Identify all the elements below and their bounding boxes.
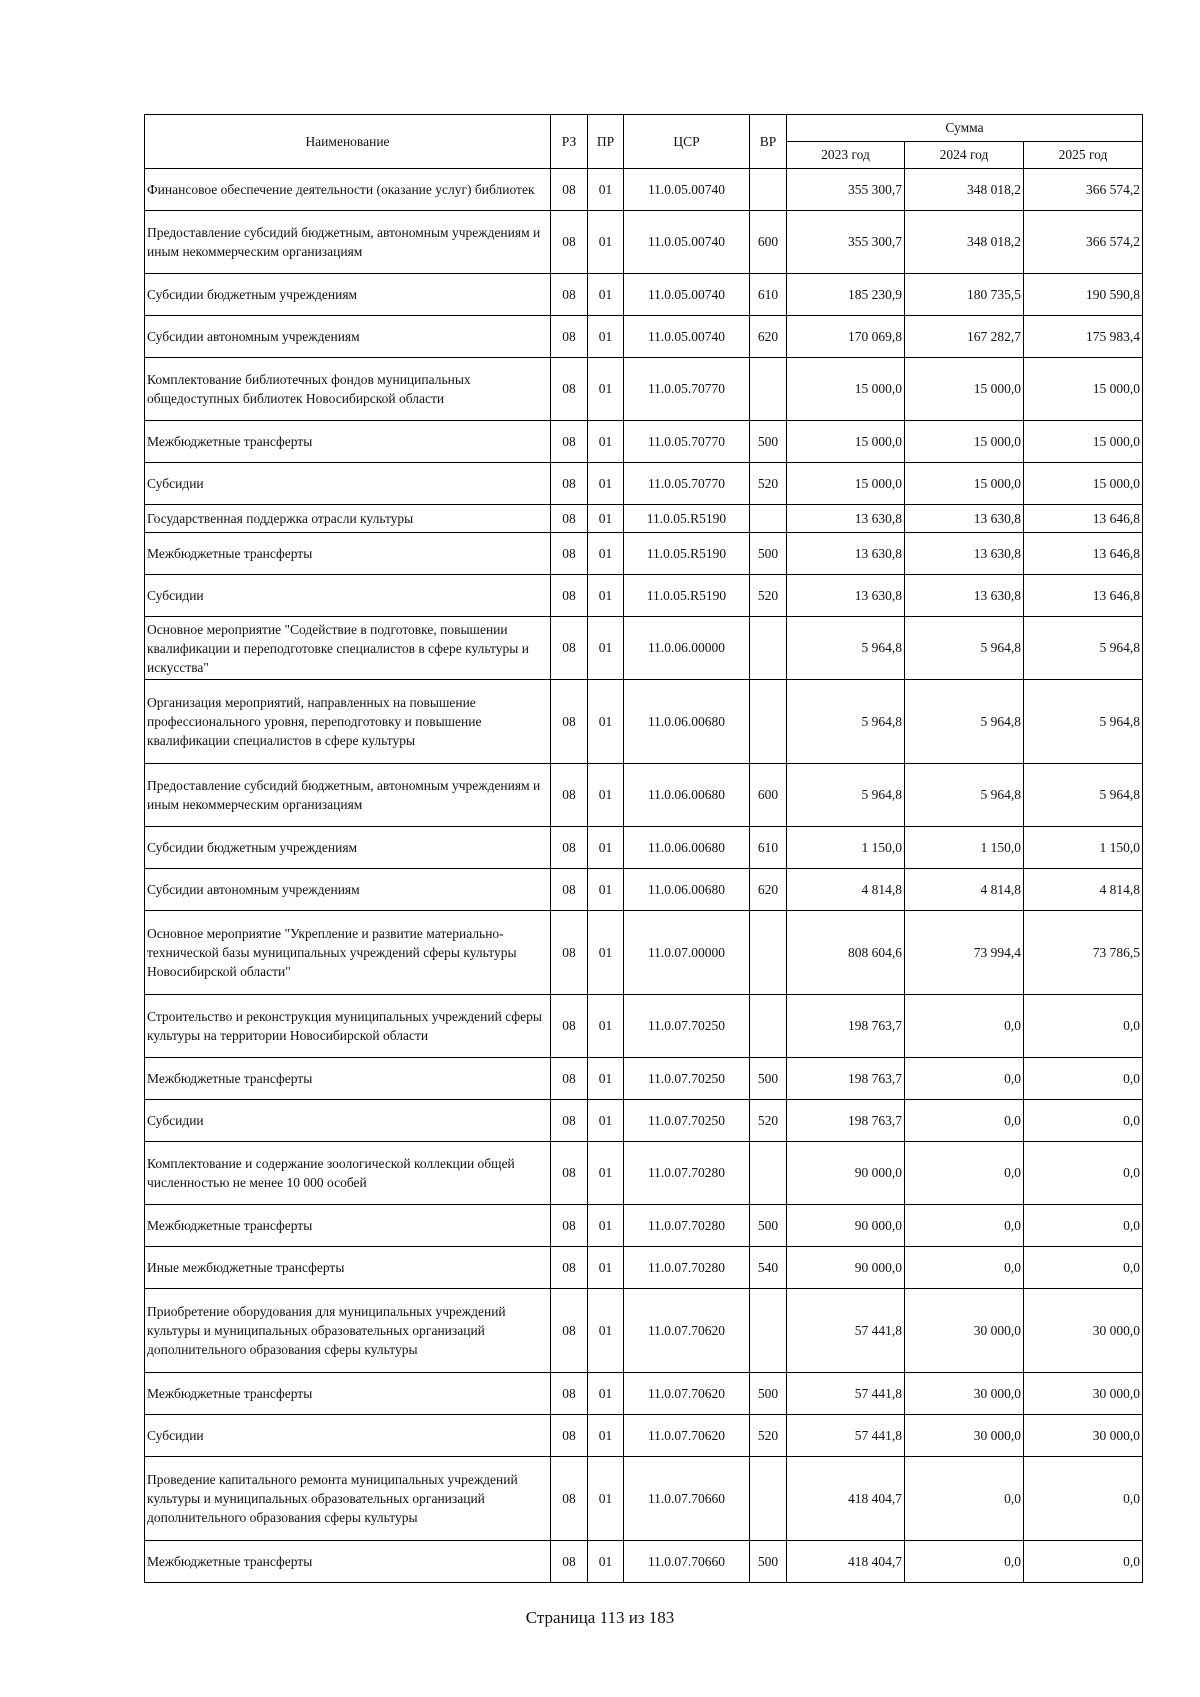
- budget-table: [144, 114, 1143, 1583]
- header-year-2025: 2025 год: [1024, 142, 1143, 169]
- cell-sum-2024: 30 000,0: [905, 1415, 1024, 1457]
- cell-sum-2024: 0,0: [905, 1457, 1024, 1541]
- cell-pr: 01: [588, 680, 624, 764]
- cell-sum-2024: 15 000,0: [905, 358, 1024, 421]
- cell-sum-2024: 13 630,8: [905, 505, 1024, 533]
- cell-sum-2025: 5 964,8: [1024, 764, 1143, 827]
- cell-pr: 01: [588, 1058, 624, 1100]
- cell-name: Приобретение оборудования для муниципальных учреждений культуры и муниципальных образовательных организаций дополнительного образования сферы культуры: [145, 1289, 551, 1373]
- cell-sum-2024: 30 000,0: [905, 1289, 1024, 1373]
- table-header: [145, 115, 1143, 169]
- table-row: [145, 869, 1143, 911]
- cell-sum-2023: 5 964,8: [787, 617, 905, 680]
- cell-csr: 11.0.05.00740: [624, 211, 750, 274]
- header-name: Наименование: [145, 115, 551, 169]
- cell-sum-2025: 5 964,8: [1024, 617, 1143, 680]
- page-number: Страница 113 из 183: [525, 1608, 675, 1627]
- cell-rz: 08: [551, 505, 588, 533]
- cell-rz: 08: [551, 1142, 588, 1205]
- table-row: [145, 575, 1143, 617]
- cell-vr: 500: [750, 1205, 787, 1247]
- cell-pr: 01: [588, 1373, 624, 1415]
- table-row: [145, 1247, 1143, 1289]
- cell-csr: 11.0.06.00680: [624, 680, 750, 764]
- cell-sum-2024: 13 630,8: [905, 533, 1024, 575]
- cell-csr: 11.0.05.R5190: [624, 505, 750, 533]
- cell-sum-2025: 0,0: [1024, 1058, 1143, 1100]
- cell-pr: 01: [588, 1142, 624, 1205]
- cell-rz: 08: [551, 463, 588, 505]
- cell-sum-2023: 808 604,6: [787, 911, 905, 995]
- header-rz: РЗ: [551, 115, 588, 169]
- header-year-2024: 2024 год: [905, 142, 1024, 169]
- cell-sum-2025: 4 814,8: [1024, 869, 1143, 911]
- cell-vr: [750, 911, 787, 995]
- cell-csr: 11.0.06.00680: [624, 827, 750, 869]
- cell-sum-2024: 0,0: [905, 1541, 1024, 1583]
- cell-pr: 01: [588, 869, 624, 911]
- cell-sum-2023: 5 964,8: [787, 764, 905, 827]
- cell-sum-2023: 13 630,8: [787, 575, 905, 617]
- cell-name: Основное мероприятие "Содействие в подготовке, повышении квалификации и переподготовке специалистов в сфере культуры и искусства": [145, 617, 551, 680]
- table-row: [145, 1100, 1143, 1142]
- cell-sum-2025: 13 646,8: [1024, 575, 1143, 617]
- cell-sum-2024: 4 814,8: [905, 869, 1024, 911]
- cell-sum-2024: 13 630,8: [905, 575, 1024, 617]
- cell-sum-2025: 5 964,8: [1024, 680, 1143, 764]
- cell-sum-2024: 0,0: [905, 1058, 1024, 1100]
- cell-csr: 11.0.07.70250: [624, 1100, 750, 1142]
- cell-csr: 11.0.06.00000: [624, 617, 750, 680]
- cell-pr: 01: [588, 316, 624, 358]
- cell-sum-2025: 366 574,2: [1024, 169, 1143, 211]
- cell-csr: 11.0.05.R5190: [624, 575, 750, 617]
- cell-sum-2023: 90 000,0: [787, 1205, 905, 1247]
- cell-sum-2025: 73 786,5: [1024, 911, 1143, 995]
- cell-vr: [750, 1457, 787, 1541]
- cell-name: Субсидии: [145, 1415, 551, 1457]
- cell-rz: 08: [551, 827, 588, 869]
- table-row: [145, 1289, 1143, 1373]
- table-row: [145, 827, 1143, 869]
- cell-csr: 11.0.06.00680: [624, 764, 750, 827]
- cell-rz: 08: [551, 617, 588, 680]
- cell-sum-2024: 5 964,8: [905, 617, 1024, 680]
- table-row: [145, 1058, 1143, 1100]
- cell-sum-2023: 1 150,0: [787, 827, 905, 869]
- cell-csr: 11.0.07.70660: [624, 1541, 750, 1583]
- cell-sum-2023: 57 441,8: [787, 1289, 905, 1373]
- table-row: [145, 1373, 1143, 1415]
- cell-rz: 08: [551, 1457, 588, 1541]
- cell-sum-2023: 418 404,7: [787, 1457, 905, 1541]
- cell-pr: 01: [588, 617, 624, 680]
- cell-sum-2023: 15 000,0: [787, 421, 905, 463]
- cell-csr: 11.0.05.00740: [624, 274, 750, 316]
- cell-pr: 01: [588, 575, 624, 617]
- table-row: [145, 358, 1143, 421]
- cell-vr: 500: [750, 533, 787, 575]
- cell-rz: 08: [551, 1289, 588, 1373]
- cell-sum-2024: 5 964,8: [905, 764, 1024, 827]
- cell-sum-2024: 348 018,2: [905, 169, 1024, 211]
- cell-csr: 11.0.05.R5190: [624, 533, 750, 575]
- cell-name: Финансовое обеспечение деятельности (оказание услуг) библиотек: [145, 169, 551, 211]
- cell-vr: 620: [750, 869, 787, 911]
- cell-sum-2023: 198 763,7: [787, 1100, 905, 1142]
- cell-vr: 620: [750, 316, 787, 358]
- cell-name: Комплектование библиотечных фондов муниципальных общедоступных библиотек Новосибирской области: [145, 358, 551, 421]
- table-row: [145, 274, 1143, 316]
- cell-name: Межбюджетные трансферты: [145, 533, 551, 575]
- cell-csr: 11.0.07.70620: [624, 1415, 750, 1457]
- cell-pr: 01: [588, 463, 624, 505]
- cell-rz: 08: [551, 421, 588, 463]
- cell-sum-2025: 13 646,8: [1024, 505, 1143, 533]
- cell-csr: 11.0.07.70660: [624, 1457, 750, 1541]
- cell-pr: 01: [588, 169, 624, 211]
- cell-vr: 500: [750, 1373, 787, 1415]
- cell-vr: 500: [750, 421, 787, 463]
- cell-sum-2024: 0,0: [905, 1100, 1024, 1142]
- cell-sum-2024: 180 735,5: [905, 274, 1024, 316]
- cell-rz: 08: [551, 211, 588, 274]
- cell-csr: 11.0.07.70280: [624, 1247, 750, 1289]
- header-vr: ВР: [750, 115, 787, 169]
- cell-name: Субсидии: [145, 575, 551, 617]
- cell-sum-2023: 185 230,9: [787, 274, 905, 316]
- table-row: [145, 1205, 1143, 1247]
- cell-sum-2024: 5 964,8: [905, 680, 1024, 764]
- cell-sum-2023: 13 630,8: [787, 505, 905, 533]
- cell-sum-2025: 0,0: [1024, 1205, 1143, 1247]
- cell-pr: 01: [588, 1457, 624, 1541]
- cell-sum-2025: 0,0: [1024, 1100, 1143, 1142]
- cell-vr: [750, 169, 787, 211]
- cell-name: Субсидии: [145, 1100, 551, 1142]
- cell-sum-2025: 175 983,4: [1024, 316, 1143, 358]
- cell-rz: 08: [551, 869, 588, 911]
- cell-vr: [750, 617, 787, 680]
- cell-sum-2025: 30 000,0: [1024, 1289, 1143, 1373]
- cell-sum-2023: 355 300,7: [787, 169, 905, 211]
- cell-vr: 520: [750, 575, 787, 617]
- cell-name: Предоставление субсидий бюджетным, автономным учреждениям и иным некоммерческим организациям: [145, 211, 551, 274]
- cell-sum-2025: 30 000,0: [1024, 1373, 1143, 1415]
- cell-sum-2025: 15 000,0: [1024, 421, 1143, 463]
- table-row: [145, 316, 1143, 358]
- cell-rz: 08: [551, 1541, 588, 1583]
- cell-sum-2023: 5 964,8: [787, 680, 905, 764]
- cell-sum-2024: 167 282,7: [905, 316, 1024, 358]
- cell-sum-2024: 348 018,2: [905, 211, 1024, 274]
- cell-vr: [750, 1289, 787, 1373]
- cell-name: Субсидии: [145, 463, 551, 505]
- cell-vr: [750, 680, 787, 764]
- cell-name: Субсидии автономным учреждениям: [145, 869, 551, 911]
- cell-sum-2024: 30 000,0: [905, 1373, 1024, 1415]
- cell-sum-2025: 0,0: [1024, 995, 1143, 1058]
- cell-csr: 11.0.05.00740: [624, 169, 750, 211]
- cell-pr: 01: [588, 1541, 624, 1583]
- cell-name: Комплектование и содержание зоологической коллекции общей численностью не менее 10 000 особей: [145, 1142, 551, 1205]
- cell-sum-2023: 90 000,0: [787, 1247, 905, 1289]
- cell-pr: 01: [588, 358, 624, 421]
- table-row: [145, 463, 1143, 505]
- cell-pr: 01: [588, 274, 624, 316]
- cell-rz: 08: [551, 533, 588, 575]
- cell-name: Межбюджетные трансферты: [145, 1541, 551, 1583]
- cell-name: Межбюджетные трансферты: [145, 1205, 551, 1247]
- cell-sum-2023: 57 441,8: [787, 1373, 905, 1415]
- cell-sum-2025: 15 000,0: [1024, 463, 1143, 505]
- table-row: [145, 421, 1143, 463]
- cell-sum-2024: 73 994,4: [905, 911, 1024, 995]
- cell-sum-2023: 170 069,8: [787, 316, 905, 358]
- cell-rz: 08: [551, 911, 588, 995]
- cell-name: Организация мероприятий, направленных на повышение профессионального уровня, переподготовку и повышение квалификации специалистов в сфере культуры: [145, 680, 551, 764]
- cell-pr: 01: [588, 1247, 624, 1289]
- cell-name: Государственная поддержка отрасли культуры: [145, 505, 551, 533]
- cell-sum-2023: 198 763,7: [787, 1058, 905, 1100]
- cell-vr: 540: [750, 1247, 787, 1289]
- cell-name: Основное мероприятие "Укрепление и развитие материально-технической базы муниципальных учреждений сферы культуры Новосибирской области": [145, 911, 551, 995]
- cell-name: Субсидии бюджетным учреждениям: [145, 827, 551, 869]
- cell-csr: 11.0.07.70620: [624, 1289, 750, 1373]
- cell-csr: 11.0.05.70770: [624, 463, 750, 505]
- cell-sum-2024: 15 000,0: [905, 421, 1024, 463]
- cell-csr: 11.0.05.70770: [624, 421, 750, 463]
- cell-vr: [750, 1142, 787, 1205]
- cell-pr: 01: [588, 764, 624, 827]
- cell-pr: 01: [588, 1100, 624, 1142]
- table-row: [145, 505, 1143, 533]
- cell-rz: 08: [551, 1100, 588, 1142]
- cell-pr: 01: [588, 421, 624, 463]
- cell-sum-2024: 0,0: [905, 995, 1024, 1058]
- cell-vr: 520: [750, 1415, 787, 1457]
- cell-rz: 08: [551, 764, 588, 827]
- table-body: [145, 169, 1143, 1583]
- cell-rz: 08: [551, 169, 588, 211]
- cell-pr: 01: [588, 995, 624, 1058]
- table-row: [145, 1142, 1143, 1205]
- cell-vr: [750, 358, 787, 421]
- cell-vr: 520: [750, 1100, 787, 1142]
- header-csr: ЦСР: [624, 115, 750, 169]
- cell-name: Предоставление субсидий бюджетным, автономным учреждениям и иным некоммерческим организациям: [145, 764, 551, 827]
- cell-rz: 08: [551, 1247, 588, 1289]
- table-row: [145, 764, 1143, 827]
- cell-rz: 08: [551, 995, 588, 1058]
- cell-sum-2025: 15 000,0: [1024, 358, 1143, 421]
- cell-sum-2024: 0,0: [905, 1205, 1024, 1247]
- cell-name: Субсидии автономным учреждениям: [145, 316, 551, 358]
- cell-sum-2023: 15 000,0: [787, 463, 905, 505]
- cell-sum-2024: 0,0: [905, 1142, 1024, 1205]
- header-sum: Сумма: [787, 115, 1143, 142]
- cell-csr: 11.0.07.70280: [624, 1205, 750, 1247]
- cell-vr: [750, 995, 787, 1058]
- cell-name: Строительство и реконструкция муниципальных учреждений сферы культуры на территории Новосибирской области: [145, 995, 551, 1058]
- cell-vr: 610: [750, 274, 787, 316]
- cell-vr: 610: [750, 827, 787, 869]
- cell-csr: 11.0.05.00740: [624, 316, 750, 358]
- table-row: [145, 1415, 1143, 1457]
- cell-rz: 08: [551, 358, 588, 421]
- table-row: [145, 1541, 1143, 1583]
- cell-sum-2025: 0,0: [1024, 1457, 1143, 1541]
- cell-sum-2025: 0,0: [1024, 1247, 1143, 1289]
- cell-rz: 08: [551, 1058, 588, 1100]
- cell-pr: 01: [588, 505, 624, 533]
- cell-sum-2024: 15 000,0: [905, 463, 1024, 505]
- cell-pr: 01: [588, 1415, 624, 1457]
- table-row: [145, 533, 1143, 575]
- cell-csr: 11.0.06.00680: [624, 869, 750, 911]
- cell-vr: 500: [750, 1541, 787, 1583]
- cell-sum-2024: 1 150,0: [905, 827, 1024, 869]
- table-row: [145, 617, 1143, 680]
- cell-csr: 11.0.07.70250: [624, 1058, 750, 1100]
- cell-sum-2024: 0,0: [905, 1247, 1024, 1289]
- cell-pr: 01: [588, 1205, 624, 1247]
- cell-sum-2023: 418 404,7: [787, 1541, 905, 1583]
- cell-sum-2025: 0,0: [1024, 1541, 1143, 1583]
- cell-rz: 08: [551, 1415, 588, 1457]
- cell-vr: 500: [750, 1058, 787, 1100]
- table-row: [145, 211, 1143, 274]
- cell-rz: 08: [551, 1373, 588, 1415]
- cell-sum-2025: 30 000,0: [1024, 1415, 1143, 1457]
- cell-sum-2025: 13 646,8: [1024, 533, 1143, 575]
- cell-name: Межбюджетные трансферты: [145, 1058, 551, 1100]
- cell-sum-2023: 4 814,8: [787, 869, 905, 911]
- cell-csr: 11.0.07.00000: [624, 911, 750, 995]
- cell-sum-2023: 198 763,7: [787, 995, 905, 1058]
- table-row: [145, 911, 1143, 995]
- cell-sum-2023: 13 630,8: [787, 533, 905, 575]
- cell-name: Проведение капитального ремонта муниципальных учреждений культуры и муниципальных образовательных организаций дополнительного образования сферы культуры: [145, 1457, 551, 1541]
- cell-pr: 01: [588, 827, 624, 869]
- cell-rz: 08: [551, 274, 588, 316]
- cell-rz: 08: [551, 316, 588, 358]
- cell-sum-2025: 0,0: [1024, 1142, 1143, 1205]
- cell-csr: 11.0.05.70770: [624, 358, 750, 421]
- cell-sum-2025: 1 150,0: [1024, 827, 1143, 869]
- cell-name: Межбюджетные трансферты: [145, 421, 551, 463]
- cell-sum-2023: 15 000,0: [787, 358, 905, 421]
- cell-sum-2023: 57 441,8: [787, 1415, 905, 1457]
- cell-vr: 520: [750, 463, 787, 505]
- table-row: [145, 680, 1143, 764]
- header-pr: ПР: [588, 115, 624, 169]
- cell-pr: 01: [588, 911, 624, 995]
- cell-sum-2025: 190 590,8: [1024, 274, 1143, 316]
- cell-name: Межбюджетные трансферты: [145, 1373, 551, 1415]
- cell-vr: [750, 505, 787, 533]
- table-row: [145, 995, 1143, 1058]
- cell-vr: 600: [750, 764, 787, 827]
- cell-pr: 01: [588, 1289, 624, 1373]
- cell-rz: 08: [551, 575, 588, 617]
- table-row: [145, 169, 1143, 211]
- budget-table-sheet: [144, 114, 1143, 1583]
- table-row: [145, 1457, 1143, 1541]
- cell-name: Иные межбюджетные трансферты: [145, 1247, 551, 1289]
- cell-csr: 11.0.07.70280: [624, 1142, 750, 1205]
- cell-csr: 11.0.07.70250: [624, 995, 750, 1058]
- cell-csr: 11.0.07.70620: [624, 1373, 750, 1415]
- cell-sum-2023: 355 300,7: [787, 211, 905, 274]
- cell-rz: 08: [551, 680, 588, 764]
- cell-vr: 600: [750, 211, 787, 274]
- cell-sum-2023: 90 000,0: [787, 1142, 905, 1205]
- header-year-2023: 2023 год: [787, 142, 905, 169]
- cell-rz: 08: [551, 1205, 588, 1247]
- cell-pr: 01: [588, 211, 624, 274]
- cell-name: Субсидии бюджетным учреждениям: [145, 274, 551, 316]
- cell-pr: 01: [588, 533, 624, 575]
- cell-sum-2025: 366 574,2: [1024, 211, 1143, 274]
